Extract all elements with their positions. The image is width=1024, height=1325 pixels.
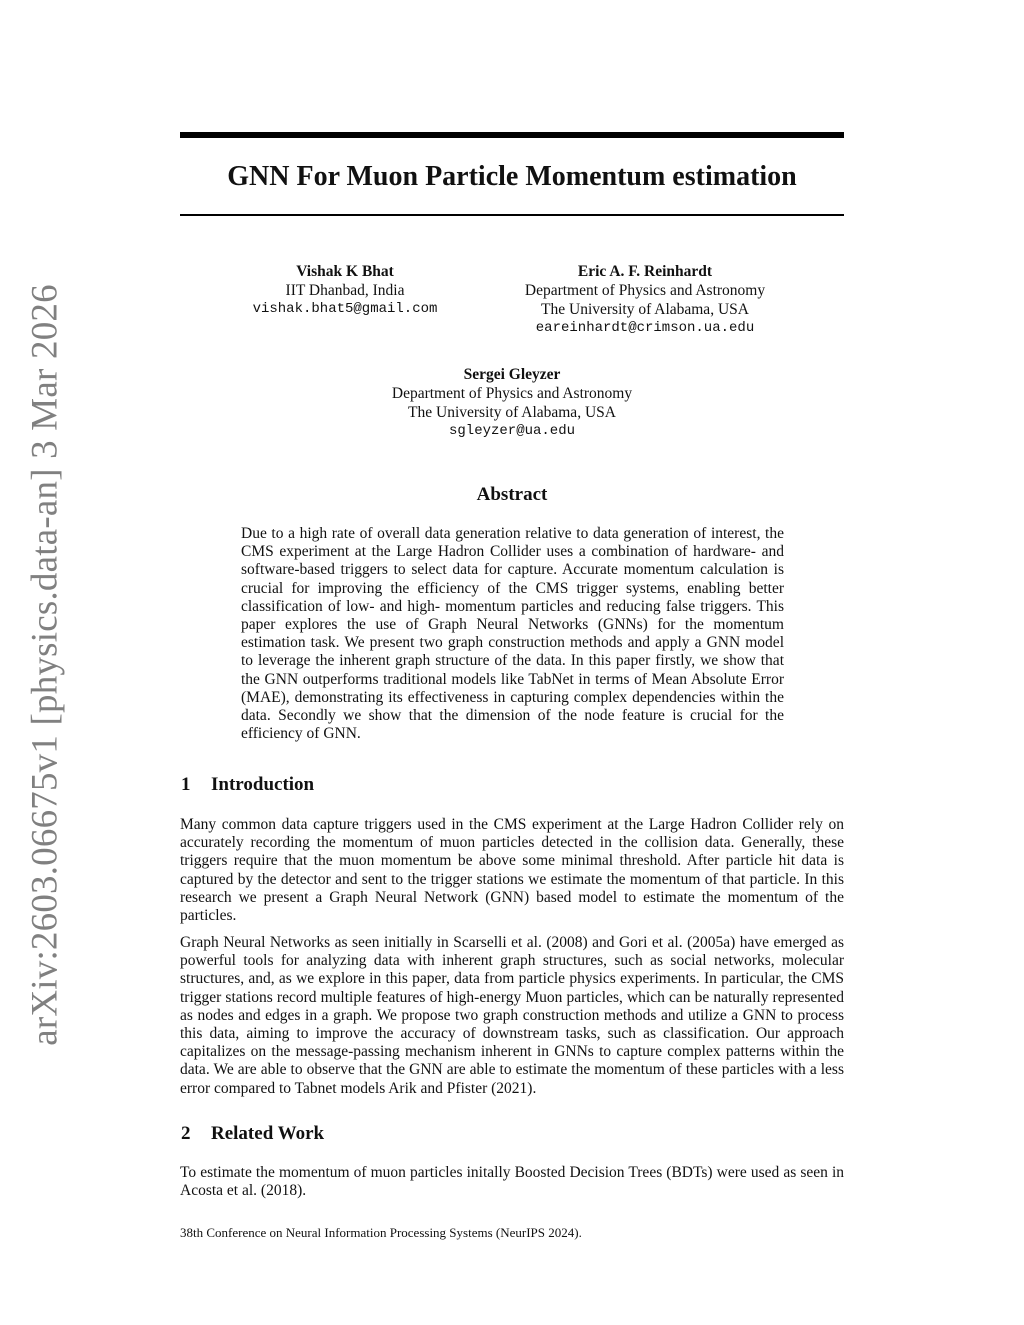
abstract-heading: Abstract <box>476 484 548 505</box>
author-email: sgleyzer@ua.edu <box>448 423 576 439</box>
author-block-1 <box>220 262 470 319</box>
paragraph: Graph Neural Networks as seen initially in Scarselli et al. (2008) and Gori et al. (2005a) have emerged as powerful tools for analyzing data with inherent graph structures, such as social networks, molecular structures, and, as we explore in this paper, data from particle physics experiments. In particular, the CMS trigger stations record multiple features of high-energy Muon particles, which can be naturally represented as nodes and edges in a graph. We propose two graph construction methods and utilize a GNN to process this data, aiming to improve the accuracy of downstream tasks, such as classification. Our approach capitalizes on the message-passing mechanism inherent in GNNs to capture complex patterns within the data. We are able to observe that the GNN are able to estimate the momentum of these particles with a less error compared to Tabnet models Arik and Pfister (2021). <box>180 934 844 1097</box>
arxiv-side-stamp <box>0 0 90 1325</box>
author-affiliation: IIT Dhanbad, India <box>285 282 405 299</box>
author-affiliation: Department of Physics and Astronomy <box>391 385 633 402</box>
section-title: Related Work <box>211 1123 325 1144</box>
conference-footnote: 38th Conference on Neural Information Processing Systems (NeurIPS 2024). <box>180 1225 582 1240</box>
author-affiliation: Department of Physics and Astronomy <box>524 282 766 299</box>
title-bottom-rule <box>180 214 844 216</box>
paragraph: Many common data capture triggers used in the CMS experiment at the Large Hadron Collider rely on accurately recording the momentum of muon particles detected in the collision data. Generally, these triggers require that the muon momentum be above some minimal threshold. After particle hit data is captured by the detector and sent to the trigger stations we estimate the momentum of that particle. In this research we present a Graph Neural Network (GNN) based model to estimate the momentum of the particles. <box>180 816 844 925</box>
section-title: Introduction <box>211 774 315 795</box>
abstract-text: Due to a high rate of overall data generation relative to data generation of interest, the CMS experiment at the Large Hadron Collider uses a combination of hardware- and software-based triggers to select data for capture. Accurate momentum calculation is crucial for improving the efficiency of the CMS trigger systems, enabling better classification of low- and high- momentum particles and reducing false triggers. This paper explores the use of Graph Neural Networks (GNNs) for the momentum estimation task. We present two graph construction methods and apply a GNN model to leverage the inherent graph structure of the data. In this paper firstly, we show that the GNN outperforms traditional models like TabNet in terms of Mean Absolute Error (MAE), demonstrating its effectiveness in capturing complex dependencies within the data. Secondly we show that the dimension of the node feature is crucial for the efficiency of GNN. <box>241 525 784 743</box>
author-email: vishak.bhat5@gmail.com <box>252 301 438 317</box>
author-name: Sergei Gleyzer <box>463 366 561 383</box>
title-top-rule <box>180 132 844 138</box>
author-block-2 <box>490 262 800 338</box>
author-email: eareinhardt@crimson.ua.edu <box>535 320 755 336</box>
author-name: Vishak K Bhat <box>296 263 394 280</box>
arxiv-identifier: arXiv:2603.06675v1 [physics.data-an] 3 Mar 2026 <box>24 284 66 1046</box>
author-name: Eric A. F. Reinhardt <box>577 263 713 280</box>
section-heading-introduction <box>181 774 314 796</box>
author-affiliation: The University of Alabama, USA <box>408 404 616 421</box>
paper-title: GNN For Muon Particle Momentum estimation <box>227 161 797 192</box>
section-number: 1 <box>181 774 191 795</box>
paragraph: To estimate the momentum of muon particles initally Boosted Decision Trees (BDTs) were used as seen in Acosta et al. (2018). <box>180 1164 844 1200</box>
author-affiliation: The University of Alabama, USA <box>541 301 749 318</box>
author-block-3 <box>352 365 672 441</box>
section-number: 2 <box>181 1123 191 1144</box>
section-heading-related-work <box>181 1123 324 1145</box>
